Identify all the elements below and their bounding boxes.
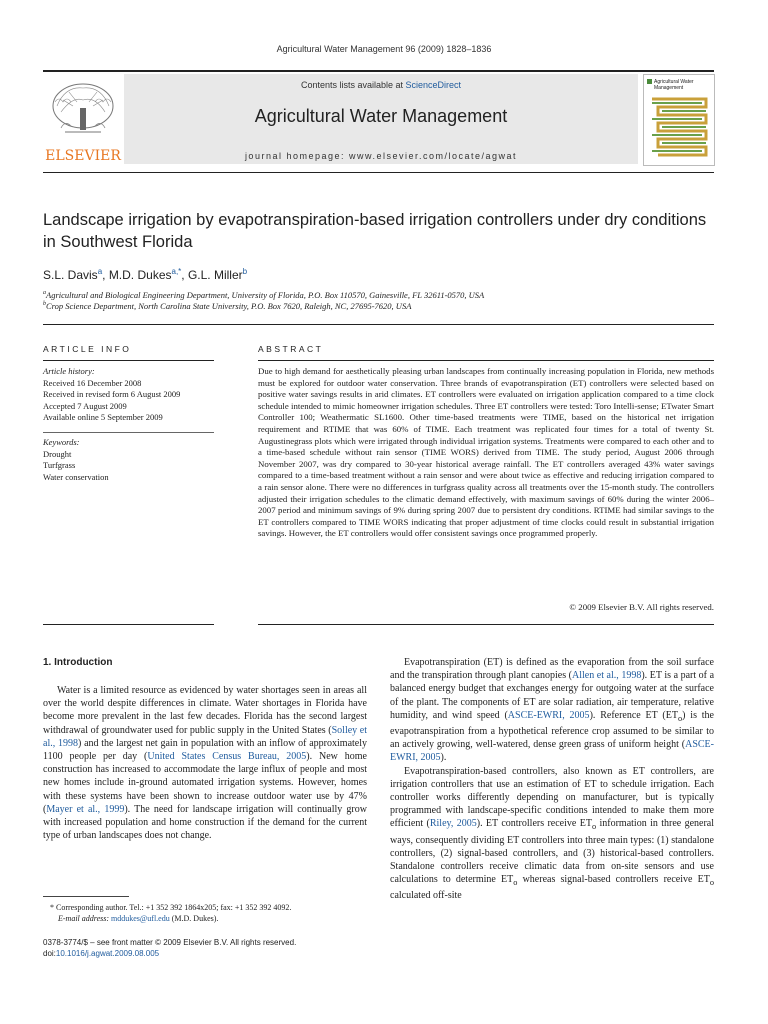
author-sep: , [181, 268, 188, 282]
citation-link[interactable]: ASCE-EWRI, 2005 [507, 709, 590, 721]
email-label: E-mail address: [58, 914, 112, 923]
text-run: whereas signal-based controllers receive ET [517, 874, 710, 886]
subscript: o [709, 878, 714, 888]
footnote-rule [43, 896, 129, 897]
header-rule-top [43, 70, 714, 72]
text-run: ). Reference ET (ET [589, 709, 678, 721]
intro-paragraph [43, 684, 367, 842]
keywords-block [43, 437, 218, 483]
affiliation-sup: a [43, 290, 46, 297]
abstract-end-rule [258, 624, 714, 625]
text-run: ). The need for landscape irrigation will continually grow with increased population and home construction if the demand for the current type of urban landscapes does not change. [43, 803, 367, 842]
history-label: Article history: [43, 366, 95, 376]
author-sup[interactable]: a [97, 267, 103, 276]
author-sup[interactable]: a,* [171, 267, 182, 276]
keyword: Turfgrass [43, 460, 76, 470]
doi-prefix: doi: [43, 949, 56, 958]
history-item: Received 16 December 2008 [43, 377, 142, 388]
elsevier-logo [43, 76, 123, 164]
contents-prefix: Contents lists available at [300, 80, 406, 90]
subscript: o [591, 822, 597, 832]
text-run: Water is a limited resource as evidenced by water shortages seen in areas all over the world despite differences in climate. Water shortages in Florida have become more prevalent in the last few decades. Florida has the second largest withdrawal of groundwater used for public supply in the United States ( [43, 685, 367, 736]
affiliation-text: Agricultural and Biological Engineering Department, University of Florida, P.O. Box 110570, Gainesville, FL 32611-0570, USA [46, 290, 485, 300]
text-run: Evapotranspiration-based controllers, also known as ET controllers, are irrigation controllers that use an estimation of ET to schedule irrigation. Each controller works differently depending on manufacturer, but is typically programmed with landscape-specific conditions intended to make them more efficient ( [390, 765, 714, 830]
text-run: ). ET controllers receive ET [476, 818, 592, 830]
citation-link[interactable]: Riley, 2005 [429, 818, 477, 830]
abstract-heading: ABSTRACT [258, 344, 324, 354]
affiliation-b [43, 301, 411, 311]
author-sep: , [102, 268, 109, 282]
author[interactable]: G.L. Miller [187, 268, 243, 282]
issn-line: 0378-3774/$ – see front matter © 2009 Elsevier B.V. All rights reserved. [43, 938, 297, 947]
history-item: Received in revised form 6 August 2009 [43, 389, 181, 399]
article-info-rule [43, 360, 214, 361]
journal-cover [643, 74, 715, 166]
article-title: Landscape irrigation by evapotranspiration-based irrigation controllers under dry conditions in Southwest Florida [43, 211, 707, 251]
email-suffix: (M.D. Dukes). [169, 914, 219, 923]
sciencedirect-link[interactable]: ScienceDirect [405, 80, 462, 90]
abstract-text: Due to high demand for aesthetically pleasing urban landscapes from continually increasing population in Florida, new methods must be explored for outdoor water conservation. Three brands of evapotranspiration (ET) controllers were selected based on positive water savings results in arid climates. ET controllers were evaluated on irrigation application compared to a time clock schedule intended to mimic homeowner irrigation schedules. Three ET controllers were tested: Toro Intelli-sense; ETwater Smart Controller 100; Weathermatic SL1600. Other time-based treatments were TIME, based on the historical net irrigation requirement and RTIME that was 60% of TIME. Each treatment was replicated four times for a total of twenty St. Augustinegrass plots which were irrigated through individual irrigation systems. Treatments were compared to each other and to a time-based schedule without rain sensor (TIME WORS) derived from TIME. The study period, August 2006 through November 2007, was dry compared to 30-year historical average rainfall. The ET controllers averaged 43% water savings compared to a time-based treatment without a rain sensor and were about twice as effective and reducing irrigation compared to a rain sensor alone. There were no differences in turfgrass quality across all treatments over the 15-month study. The controllers adjusted their irrigation schedules to the climatic demand effectively, with maximum savings of 60% during the winter 2006–2007 period and minimum savings of 9% during spring 2007 due to persistent dry conditions. RTIME had similar savings to the ET controllers compared to TIME WORS indicating that proper adjustment of time clocks could result in substantial irrigation savings. However, the ET controllers would offer consistent savings once programmed properly. [258, 366, 714, 539]
keyword: Water conservation [43, 471, 109, 482]
et-controllers-paragraph [390, 765, 714, 903]
publisher-wordmark: ELSEVIER [45, 148, 121, 164]
journal-title: Agricultural Water Management [254, 106, 508, 126]
affiliation-text: Crop Science Department, North Carolina State University, P.O. Box 7620, Raleigh, NC, 27695-7620, USA [46, 301, 412, 311]
cover-title: Agricultural Water Management [654, 79, 694, 91]
doi-link[interactable]: 10.1016/j.agwat.2009.08.005 [55, 949, 160, 958]
author[interactable]: M.D. Dukes [108, 268, 172, 282]
author-sup[interactable]: b [242, 267, 248, 276]
abstract-copyright: © 2009 Elsevier B.V. All rights reserved. [569, 602, 714, 612]
contents-availability [124, 80, 638, 90]
article-info-heading: ARTICLE INFO [43, 344, 132, 354]
journal-banner [124, 74, 638, 164]
article-info-end-rule [43, 624, 214, 625]
abstract-rule [258, 360, 714, 361]
text-run: ) and the largest net gain in population with an inflow of approximately 1100 people per day ( [43, 737, 368, 763]
author[interactable]: S.L. Davis [43, 268, 98, 282]
keywords-rule [43, 432, 214, 433]
article-history [43, 366, 218, 424]
page-footer [43, 937, 403, 959]
keyword: Drought [43, 448, 72, 459]
history-item: Available online 5 September 2009 [43, 412, 163, 422]
et-definition-paragraph [390, 656, 714, 765]
subscript: o [677, 713, 683, 723]
citation-link[interactable]: ASCE-EWRI, 2005 [390, 739, 714, 764]
text-run: calculated off-site [390, 890, 462, 902]
text-run: information in three general ways, consequently dividing ET controllers into three main types: (1) standalone controllers, (2) signal-based controllers, and (3) historical-based controllers. Standalone controllers receive climatic data from on-site sensors and use calculations to determine ET [390, 818, 714, 886]
citation-link[interactable]: Allen et al., 1998 [572, 670, 642, 682]
text-run: ). [440, 752, 447, 764]
text-run: ). ET is a part of a balanced energy budget that exchanges energy for outgoing water at the surface of the plant. The components of ET are solar radiation, air temperature, relative humidity, and wind speed ( [390, 670, 715, 721]
footnote [50, 902, 370, 924]
affiliation-a [43, 290, 484, 300]
title-separator [43, 324, 714, 325]
text-run: ). New home construction has increased to accommodate the large influx of people and most new homes include in-ground automated irrigation systems. However, homes with these systems have been shown to increase outdoor water use by 47% ( [43, 751, 367, 815]
cover-pattern-icon [644, 75, 714, 165]
intro-p1 [43, 684, 367, 842]
section-heading-introduction: 1. Introduction [43, 657, 113, 668]
keywords-label: Keywords: [43, 437, 80, 447]
footnote-corresponding: * Corresponding author. Tel.: +1 352 392 1864x205; fax: +1 352 392 4092. [50, 903, 292, 912]
author-list [43, 267, 247, 282]
doi-line [43, 948, 403, 959]
right-column-text [390, 656, 714, 903]
affiliation-sup: b [43, 301, 46, 308]
footnote-email-line [50, 913, 370, 924]
citation-link[interactable]: Solley et al., 1998 [43, 724, 368, 749]
citation-link[interactable]: Mayer et al., 1999 [46, 803, 125, 815]
citation-link[interactable]: United States Census Bureau, 2005 [147, 751, 307, 763]
journal-homepage[interactable]: journal homepage: www.elsevier.com/locate/agwat [244, 151, 518, 161]
subscript: o [513, 878, 518, 888]
email-link[interactable]: mddukes@ufl.edu [111, 914, 170, 923]
header-rule-bottom [43, 172, 714, 173]
text-run: ) is the evapotranspiration from a hypothetical reference crop assumed to be similar to an actively growing, well-watered, dense green grass of uniform height ( [390, 709, 714, 751]
text-run: Evapotranspiration (ET) is defined as the evaporation from the soil surface and the transpiration through plant canopies ( [390, 657, 714, 682]
running-header: Agricultural Water Management 96 (2009) 1828–1836 [276, 44, 492, 54]
elsevier-tree-icon [43, 76, 123, 164]
history-item: Accepted 7 August 2009 [43, 400, 127, 411]
